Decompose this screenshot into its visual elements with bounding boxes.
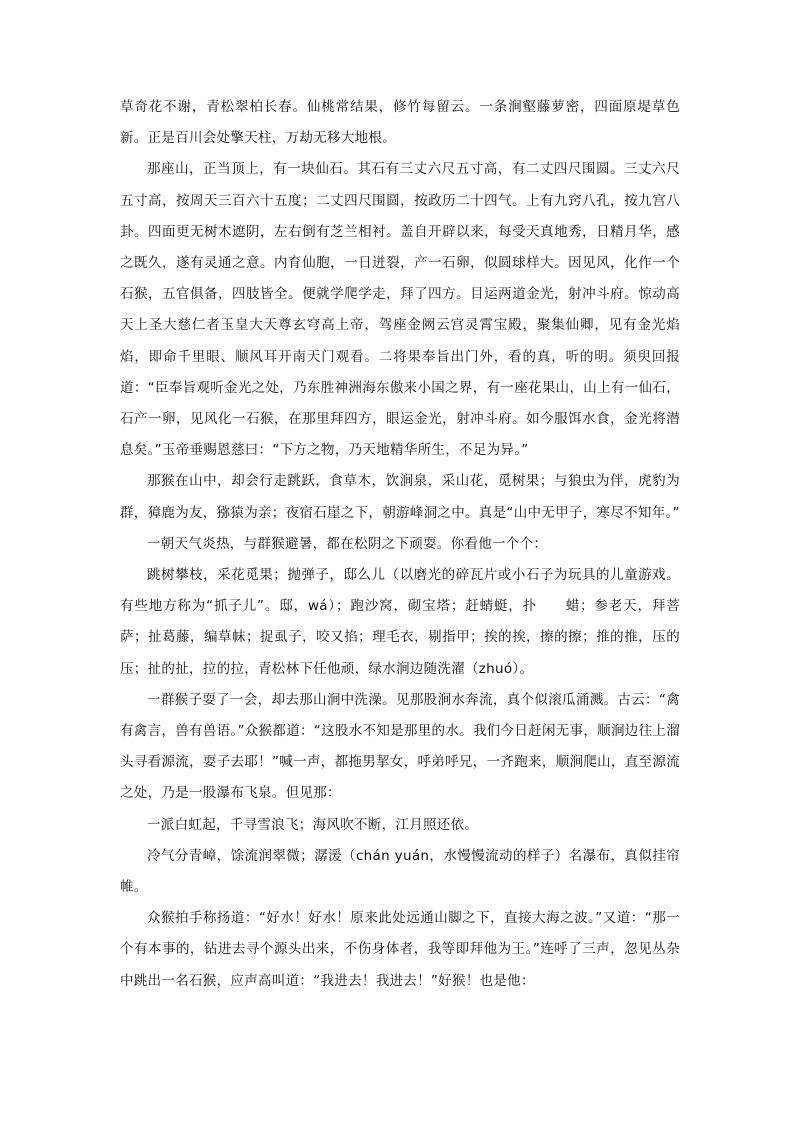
paragraph-immortal-stone: 那座山，正当顶上，有一块仙石。其石有三丈六尺五寸高，有二丈四尺围圆。三丈六尺五寸高，按周天三百六十五度；二丈四尺围圆，按政历二十四气。上有九窍八孔，按九宫八卦。四面更无树木遮阴，左右倒有芝兰相衬。盖自开辟以来，每受天真地秀，日精月华，感之既久，遂有灵通之意。内育仙胞，一日迸裂，产一石卵，似圆球样大。因见风，化作一个石猴，五官俱备，四肢皆全。便就学爬学走，拜了四方。目运两道金光，射冲斗府。惊动高天上圣大慈仁者玉皇大天尊玄穹高上帝，驾座金阙云宫灵霄宝殿，聚集仙卿，见有金光焰焰，即命千里眼、顺风耳开南天门观看。二将果奉旨出门外，看的真，听的明。须臾回报道：“臣奉旨观听金光之处，乃东胜神洲海东傲来小国之界，有一座花果山，山上有一仙石，石产一卵，见风化一石猴，在那里拜四方，眼运金光，射冲斗府。如今服饵水食，金光将潜息矣。”玉帝垂赐恩慈曰：“下方之物，乃天地精华所生，不足为异。” <box>120 161 680 459</box>
paragraph-waterfall-verse-2: 冷气分青嶂，馀流润翠微；潺湲（chán yuán，水慢慢流动的样子）名瀑布，真似挂帘帷。 <box>120 847 680 896</box>
paragraph-monkeys-cheer: 众猴拍手称扬道：“好水！好水！原来此处远通山脚之下，直接大海之波。”又道：“那一个有本事的，钻进去寻个源头出来，不伤身体者，我等即拜他为王。”连呼了三声，忽见丛杂中跳出一名石猴，应声高叫道：“我进去！我进去！”好猴！也是他： <box>120 910 680 989</box>
paragraph-monkey-life: 那猴在山中，却会行走跳跃，食草木，饮涧泉，采山花，觅树果；与狼虫为伴，虎豹为群，獐鹿为友，猕猿为亲；夜宿石崖之下，朝游峰洞之中。真是“山中无甲子，寒尽不知年。” <box>120 473 680 521</box>
paragraph-mountain-verse-end: 草奇花不谢，青松翠柏长春。仙桃常结果，修竹每留云。一条涧壑藤萝密，四面原堤草色新。正是百川会处擎天柱，万劫无移大地根。 <box>120 99 680 147</box>
paragraph-hot-day: 一朝天气炎热，与群猴避暑，都在松阴之下顽耍。你看他一个个： <box>147 535 548 552</box>
paragraph-waterfall-verse-1: 一派白虹起，千寻雪浪飞；海风吹不断，江月照还依。 <box>147 816 479 833</box>
document-page <box>120 92 680 997</box>
paragraph-bathing: 一群猴子耍了一会，却去那山涧中洗澡。见那股涧水奔流，真个似滚瓜涌溅。古云：“禽有禽言，兽有兽语。”众猴都道：“这股水不知是那里的水。我们今日赶闲无事，顺涧边往上溜头寻看源流，耍子去耶！”喊一声，都拖男挈女，呼弟呼兄，一齐跑来，顺涧爬山，直至源流之处，乃是一股瀑布飞泉。但见那： <box>120 691 680 802</box>
paragraph-monkey-play: 跳树攀枝，采花觅果；抛弹子，邸么儿（以磨光的碎瓦片或小石子为玩具的儿童游戏。有些地方称为“抓子儿”。邸，wá）；跑沙窝，砌宝塔；赶蜻蜓，扑 蜡；参老天，拜菩萨；扯葛藤，编草帓；捉虱子，咬又掐；理毛衣，剔指甲；挨的挨，擦的擦；推的推，压的压；扯的扯，拉的拉，青松林下任他顽，绿水涧边随洗濯（zhuó）。 <box>120 567 680 677</box>
